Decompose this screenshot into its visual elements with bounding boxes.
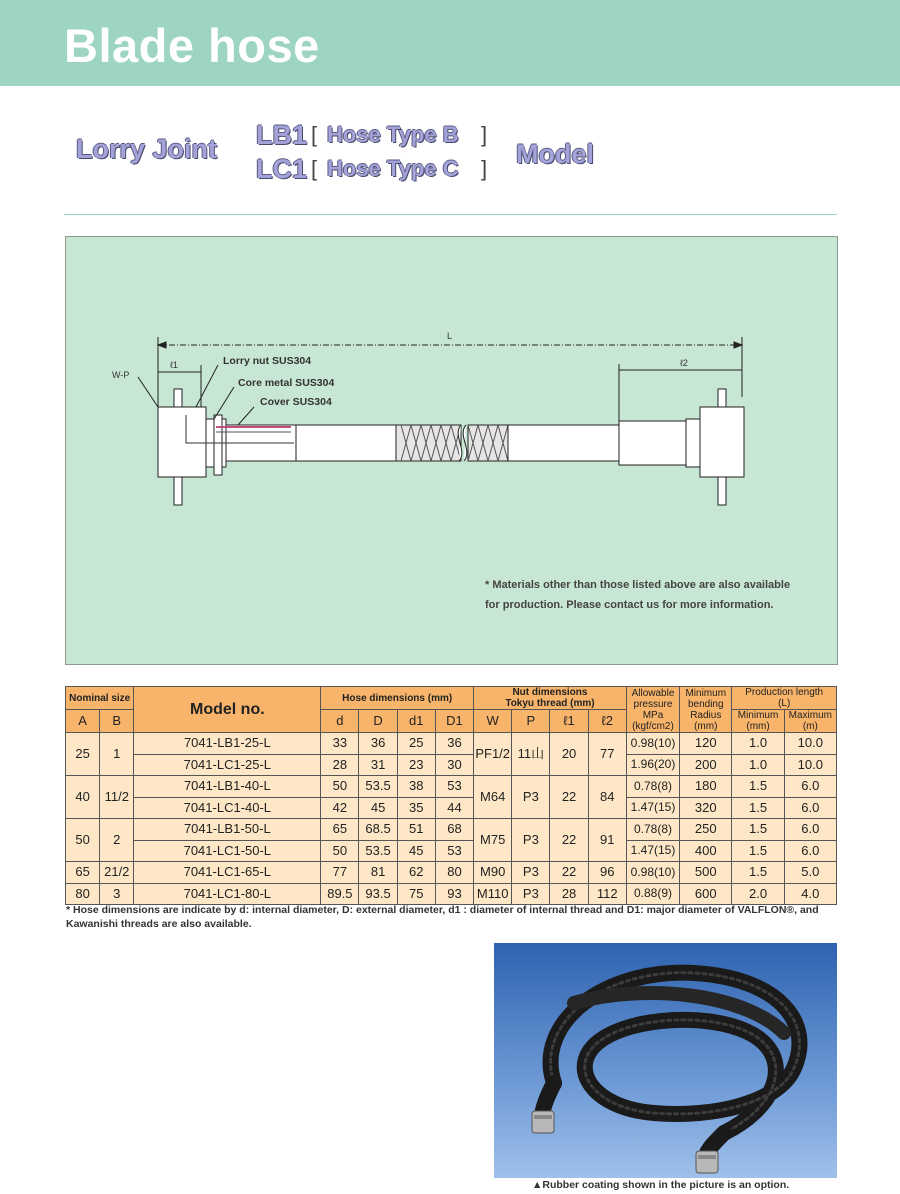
cell-min: 1.0 [732, 733, 784, 755]
cell-a: 80 [66, 883, 100, 905]
cell-min: 1.5 [732, 819, 784, 841]
cell-pressure: 0.88(9) [626, 883, 679, 905]
l2-label: ℓ2 [680, 358, 688, 368]
table-footnote: * Hose dimensions are indicate by d: internal diameter, D: external diameter, d1 : diameter of internal thread and D1: major diameter of VALFLON®, and Kawanishi threads are also available. [66, 904, 819, 930]
cell-pressure: 0.98(10) [626, 733, 679, 755]
callout-cover: Cover SUS304 [260, 396, 332, 408]
bracket-open-2: [ [311, 156, 318, 181]
coiled-hose-image [494, 943, 837, 1178]
cell-model: 7041-LC1-65-L [134, 862, 321, 884]
table-row [66, 840, 837, 862]
cell-p: P3 [512, 819, 550, 862]
cell-max: 5.0 [784, 862, 836, 884]
lc1-code: LC1 [256, 154, 308, 184]
header-w: W [474, 710, 512, 733]
callout-core-metal: Core metal SUS304 [238, 377, 335, 389]
table-row [66, 733, 837, 755]
cell-min: 2.0 [732, 883, 784, 905]
cell-D1: 53 [435, 840, 473, 862]
cell-bend: 600 [680, 883, 732, 905]
cell-D: 68.5 [359, 819, 397, 841]
cell-D: 53.5 [359, 776, 397, 798]
cell-D1: 44 [435, 797, 473, 819]
cell-w: PF1/2 [474, 733, 512, 776]
cell-pressure: 1.47(15) [626, 840, 679, 862]
cell-min: 1.5 [732, 840, 784, 862]
length-label: L [447, 331, 453, 341]
cell-D1: 30 [435, 754, 473, 776]
header-d1: d1 [397, 710, 435, 733]
table-row [66, 862, 837, 884]
header-allowable-pressure: Allowable pressure MPa (kgf/cm2) [626, 687, 679, 733]
cell-bend: 180 [680, 776, 732, 798]
header-hose-dimensions: Hose dimensions (mm) [321, 687, 474, 710]
cell-bend: 250 [680, 819, 732, 841]
table-row [66, 819, 837, 841]
cell-pressure: 0.78(8) [626, 819, 679, 841]
cell-w: M75 [474, 819, 512, 862]
cell-model: 7041-LB1-40-L [134, 776, 321, 798]
header-nominal-size: Nominal size [66, 687, 134, 710]
cell-l1: 20 [550, 733, 588, 776]
cell-D1: 36 [435, 733, 473, 755]
cell-b: 2 [100, 819, 134, 862]
cell-p: P3 [512, 776, 550, 819]
cell-w: M64 [474, 776, 512, 819]
cell-d1: 23 [397, 754, 435, 776]
cell-d: 28 [321, 754, 359, 776]
cell-p: P3 [512, 883, 550, 905]
cell-l2: 77 [588, 733, 626, 776]
model-heading: Model [516, 139, 594, 169]
cell-max: 6.0 [784, 840, 836, 862]
hose-photo [494, 943, 837, 1178]
cell-D1: 53 [435, 776, 473, 798]
header-a: A [66, 710, 100, 733]
header-D: D [359, 710, 397, 733]
table-row [66, 883, 837, 905]
cell-D: 53.5 [359, 840, 397, 862]
header-bending-radius: Minimum bending Radius (mm) [680, 687, 732, 733]
cell-model: 7041-LC1-40-L [134, 797, 321, 819]
materials-note-line2: for production. Please contact us for more information. [485, 599, 774, 611]
cell-a: 65 [66, 862, 100, 884]
header-b: B [100, 710, 134, 733]
cell-b: 21/2 [100, 862, 134, 884]
cell-bend: 500 [680, 862, 732, 884]
cell-model: 7041-LC1-50-L [134, 840, 321, 862]
cell-D1: 93 [435, 883, 473, 905]
cell-a: 40 [66, 776, 100, 819]
header-d: d [321, 710, 359, 733]
cell-bend: 200 [680, 754, 732, 776]
product-heading: Lorry Joint [76, 134, 218, 164]
header-l2: ℓ2 [588, 710, 626, 733]
photo-caption: ▲Rubber coating shown in the picture is an option. [532, 1179, 790, 1191]
cell-model: 7041-LC1-80-L [134, 883, 321, 905]
materials-note-line1: * Materials other than those listed above are also available [485, 579, 791, 591]
cell-D: 31 [359, 754, 397, 776]
table-row [66, 754, 837, 776]
cell-max: 6.0 [784, 797, 836, 819]
cell-b: 1 [100, 733, 134, 776]
cell-b: 3 [100, 883, 134, 905]
hose-diagram [65, 236, 838, 665]
cell-a: 50 [66, 819, 100, 862]
cell-p: 11山 [512, 733, 550, 776]
cell-min: 1.5 [732, 797, 784, 819]
cell-pressure: 1.96(20) [626, 754, 679, 776]
page-title: Blade hose [64, 19, 320, 72]
cell-l2: 96 [588, 862, 626, 884]
cell-D: 36 [359, 733, 397, 755]
cell-d: 50 [321, 840, 359, 862]
cell-d1: 51 [397, 819, 435, 841]
cell-min: 1.5 [732, 776, 784, 798]
l1-label: ℓ1 [170, 360, 178, 370]
header-l1: ℓ1 [550, 710, 588, 733]
cell-l1: 22 [550, 819, 588, 862]
cell-D: 93.5 [359, 883, 397, 905]
cell-pressure: 1.47(15) [626, 797, 679, 819]
cell-d: 42 [321, 797, 359, 819]
header-D1: D1 [435, 710, 473, 733]
header-production-length: Production length (L) [732, 687, 837, 710]
title-banner [0, 0, 900, 86]
cell-pressure: 0.78(8) [626, 776, 679, 798]
bracket-close-2: ] [481, 156, 488, 181]
cell-bend: 320 [680, 797, 732, 819]
cell-l1: 22 [550, 862, 588, 884]
cell-bend: 400 [680, 840, 732, 862]
divider-line [64, 214, 837, 215]
bracket-open-1: [ [311, 122, 318, 147]
header-p: P [512, 710, 550, 733]
cell-d: 77 [321, 862, 359, 884]
table-row [66, 797, 837, 819]
cell-min: 1.5 [732, 862, 784, 884]
table-row [66, 776, 837, 798]
cell-D1: 68 [435, 819, 473, 841]
cell-model: 7041-LB1-25-L [134, 733, 321, 755]
cell-d1: 38 [397, 776, 435, 798]
cell-d1: 35 [397, 797, 435, 819]
cell-w: M110 [474, 883, 512, 905]
cell-D: 45 [359, 797, 397, 819]
cell-d: 89.5 [321, 883, 359, 905]
header-maximum: Maximum (m) [784, 710, 836, 733]
cell-d1: 62 [397, 862, 435, 884]
cell-l1: 22 [550, 776, 588, 819]
cell-D1: 80 [435, 862, 473, 884]
lb1-code: LB1 [256, 120, 308, 150]
header-model-no: Model no. [134, 687, 321, 733]
cell-bend: 120 [680, 733, 732, 755]
cell-d1: 45 [397, 840, 435, 862]
cell-max: 10.0 [784, 754, 836, 776]
cell-d1: 75 [397, 883, 435, 905]
lb1-type: Hose Type B [327, 122, 459, 147]
cell-l2: 84 [588, 776, 626, 819]
cell-max: 6.0 [784, 819, 836, 841]
cell-l2: 91 [588, 819, 626, 862]
cell-d: 65 [321, 819, 359, 841]
wp-label: W-P [112, 370, 130, 380]
cell-D: 81 [359, 862, 397, 884]
cell-b: 11/2 [100, 776, 134, 819]
bracket-close-1: ] [481, 122, 488, 147]
specification-table [65, 686, 837, 905]
cell-model: 7041-LC1-25-L [134, 754, 321, 776]
cell-min: 1.0 [732, 754, 784, 776]
cell-max: 6.0 [784, 776, 836, 798]
cell-a: 25 [66, 733, 100, 776]
cell-max: 10.0 [784, 733, 836, 755]
cell-pressure: 0.98(10) [626, 862, 679, 884]
cell-w: M90 [474, 862, 512, 884]
cell-l1: 28 [550, 883, 588, 905]
lc1-type: Hose Type C [327, 156, 459, 181]
header-minimum: Minimum (mm) [732, 710, 784, 733]
header-nut-dimensions: Nut dimensions Tokyu thread (mm) [474, 687, 627, 710]
cell-d1: 25 [397, 733, 435, 755]
cell-p: P3 [512, 862, 550, 884]
callout-lorry-nut: Lorry nut SUS304 [223, 355, 312, 367]
cell-d: 50 [321, 776, 359, 798]
cell-l2: 112 [588, 883, 626, 905]
cell-max: 4.0 [784, 883, 836, 905]
cell-d: 33 [321, 733, 359, 755]
cell-model: 7041-LB1-50-L [134, 819, 321, 841]
